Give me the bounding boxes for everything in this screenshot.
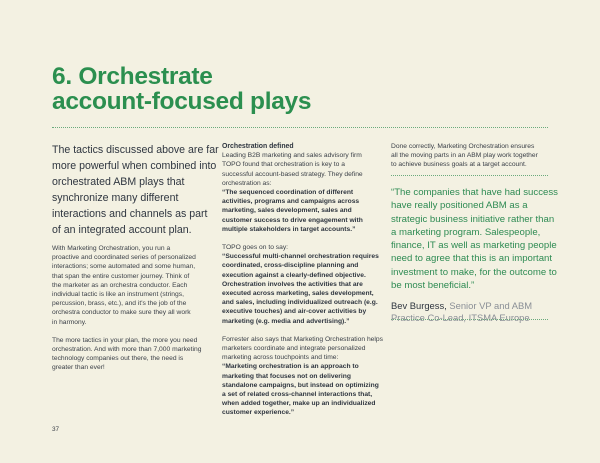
quote-line: execution against a clearly-defined objective. xyxy=(222,271,366,279)
quote-attribution xyxy=(391,300,558,312)
quote-line: multiple stakeholders in target accounts.” xyxy=(222,225,356,233)
title-divider xyxy=(52,127,548,128)
text-line: orchestration. And with more than 7,000 marketing xyxy=(52,346,202,354)
page-title xyxy=(52,64,311,114)
quote-line: marketing (e.g. media and advertising).” xyxy=(222,317,350,325)
quote-line: executed across marketing, sales development, xyxy=(222,290,374,298)
text-line: in harmony. xyxy=(52,318,87,326)
text-line: marketers coordinate and integrate personalized xyxy=(222,345,366,353)
quote-line: finance, IT as well as marketing people xyxy=(391,240,557,252)
intro-paragraph-2 xyxy=(52,244,212,327)
text-line: Leading B2B marketing and sales advisory firm xyxy=(222,152,362,160)
text-line: orchestration as: xyxy=(222,179,272,187)
lead-line: synchronize many different xyxy=(52,192,179,204)
quote-line: executive touches) and air-cover activities by xyxy=(222,308,367,316)
pull-quote-column xyxy=(391,142,551,170)
lead-line: of an integrated account plan. xyxy=(52,224,192,236)
page-title-line-2: account-focused plays xyxy=(52,88,312,115)
text-line: to achieve business goals at a target account. xyxy=(391,161,527,169)
text-line: Done correctly, Marketing Orchestration ensures xyxy=(391,143,535,150)
quote-line: standalone campaigns, but instead on optimizing xyxy=(222,381,379,389)
page-title-line-1: 6. Orchestrate xyxy=(52,63,213,90)
text-line: orchestra conductor to make sure they all work xyxy=(52,309,191,317)
quote-line: coordinated, cross-discipline planning and xyxy=(222,262,359,270)
text-line: that span the entire customer journey. Think of xyxy=(52,272,190,280)
lead-line: The tactics discussed above are far xyxy=(52,144,219,156)
text-line: TOPO found that orchestration is key to a xyxy=(222,161,345,169)
text-line: proactive and coordinated series of personalized xyxy=(52,254,196,262)
text-line: The more tactics in your plan, the more you need xyxy=(52,336,198,344)
quote-line: strategic business initiative rather than xyxy=(391,213,555,225)
quote-line: marketing that focuses not on delivering xyxy=(222,372,351,380)
orchestration-defined-column xyxy=(222,142,382,418)
quote-top-divider xyxy=(391,175,548,176)
lead-line: more powerful when combined into xyxy=(52,160,217,172)
attribution-name: Bev Burgess, xyxy=(391,300,447,312)
quote-bottom-divider xyxy=(391,319,548,320)
text-line: percussion, brass, etc.), and it's the job of the xyxy=(52,300,187,308)
quote-line: have really positioned ABM as a xyxy=(391,200,528,212)
quote-line: customer experience.” xyxy=(222,409,295,417)
quote-line: need to agree that this is an important xyxy=(391,253,553,265)
text-line: marketing across touchpoints and time: xyxy=(222,354,339,362)
text-line: Forrester also says that Marketing Orchestration helps xyxy=(222,335,383,343)
lead-line: interactions and channels as part xyxy=(52,208,208,220)
quote-line: activities, programs and campaigns across xyxy=(222,198,360,206)
intro-column xyxy=(52,142,219,373)
quote-line: when added together, make up an individualized xyxy=(222,400,376,408)
text-line: interactions; some automated and some human, xyxy=(52,263,196,271)
text-line: successful account-based strategy. They define xyxy=(222,170,363,178)
quote-line: “The sequenced coordination of different xyxy=(222,189,354,197)
quote-line: customer success to drive engagement with xyxy=(222,216,363,224)
lead-line: orchestrated ABM plays that xyxy=(52,176,185,188)
text-line: all the moving parts in an ABM play work together xyxy=(391,152,538,160)
text-line: TOPO goes on to say: xyxy=(222,244,289,252)
quote-line: “Successful multi-channel orchestration requires xyxy=(222,253,379,261)
text-line: With Marketing Orchestration, you run a xyxy=(52,245,171,252)
quote-line: Orchestration involves the activities that are xyxy=(222,280,363,288)
text-line: greater than ever! xyxy=(52,364,105,372)
text-line: technology companies out there, the need is xyxy=(52,355,184,363)
text-line: the marketer as an orchestra conductor. Each xyxy=(52,281,188,289)
quote-line: be most beneficial.” xyxy=(391,280,475,292)
page-number: 37 xyxy=(52,426,60,433)
attribution-role: Senior VP and ABM xyxy=(449,300,533,312)
quote-line: investment to make, for the outcome to xyxy=(391,266,557,278)
quote-line: “The companies that have had success xyxy=(391,187,558,198)
quote-line: a set of related cross-channel interactions that, xyxy=(222,391,373,399)
quote-line: marketing, sales development, sales and xyxy=(222,207,352,215)
intro-paragraph-3 xyxy=(52,336,212,373)
quote-line: and sales, including individualized outreach (e.g. xyxy=(222,299,378,307)
attribution-role-line-2: Practice Co-Lead, ITSMA Europe xyxy=(391,312,530,324)
quote-line: a marketing program. Salespeople, xyxy=(391,226,541,238)
section-heading: Orchestration defined xyxy=(222,143,294,150)
quote-line: “Marketing orchestration is an approach to xyxy=(222,363,359,371)
pull-quote xyxy=(391,186,558,324)
text-line: individual tactic is like an instrument (strings, xyxy=(52,291,184,299)
intro-lead xyxy=(52,142,219,238)
